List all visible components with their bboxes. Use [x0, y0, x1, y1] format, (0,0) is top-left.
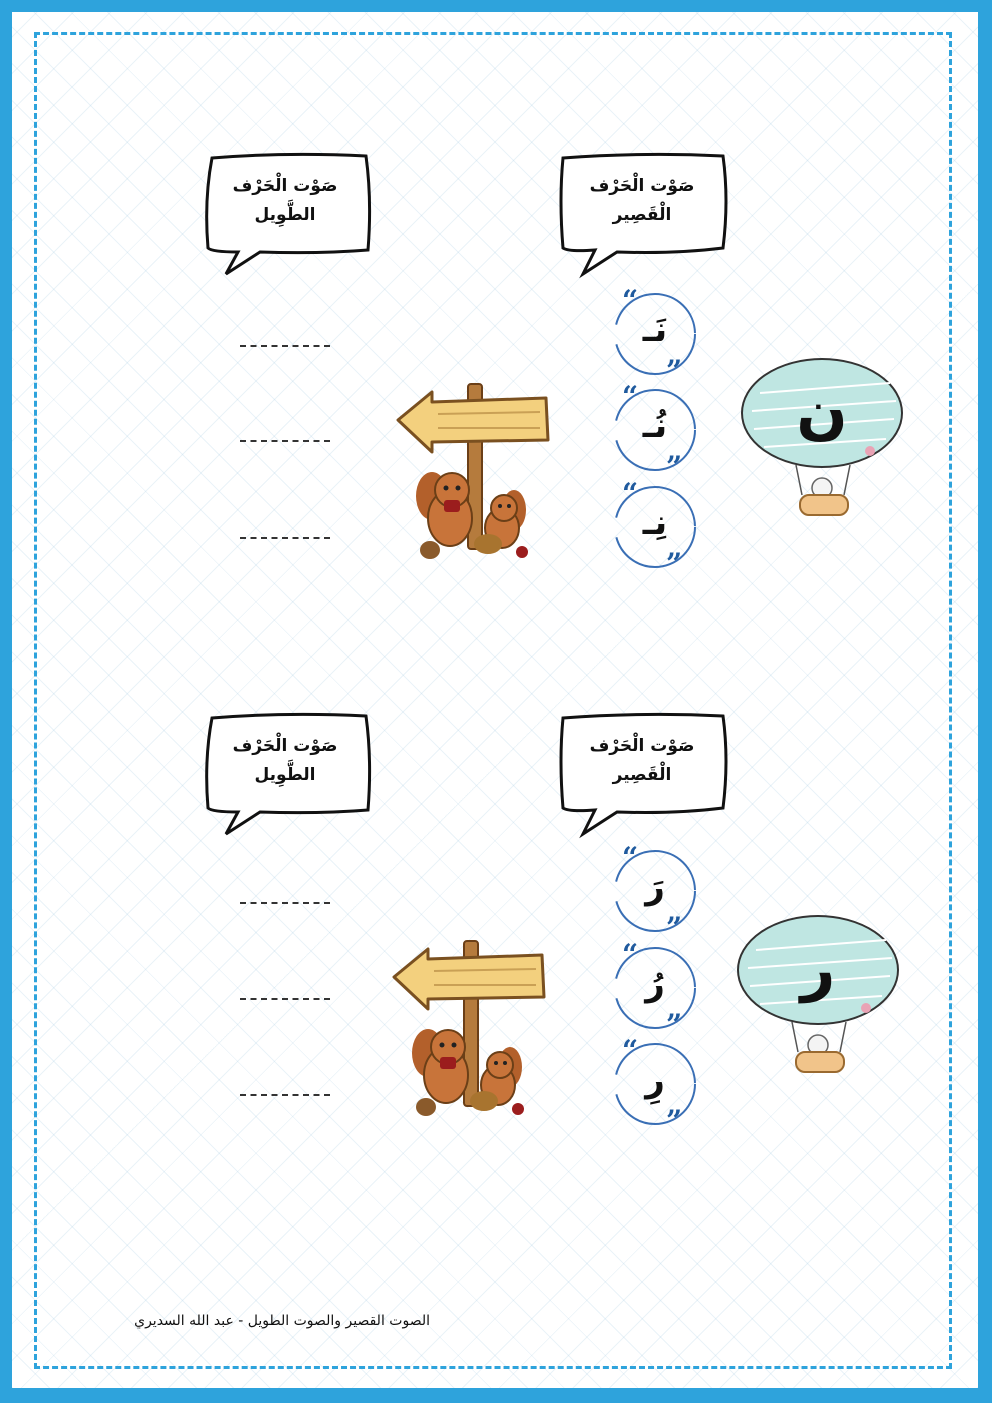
speech-bubble-short-sound	[555, 710, 730, 840]
answer-line[interactable]	[240, 902, 330, 904]
svg-text:“: “	[622, 288, 639, 317]
syllable-card	[612, 845, 698, 937]
syllable-text: نُـ	[642, 406, 668, 446]
bubble-line-1: صَوْت الْحَرْف	[589, 736, 695, 756]
bubble-line-2: الْقَصِير	[612, 205, 672, 225]
answer-line[interactable]	[240, 998, 330, 1000]
svg-text:“: “	[622, 1038, 639, 1067]
syllable-text: نَـ	[642, 310, 668, 350]
speech-bubble-long-sound	[198, 710, 373, 840]
bubble-line-2: الْقَصِير	[612, 765, 672, 785]
svg-text:“: “	[622, 481, 639, 510]
syllable-card	[612, 288, 698, 380]
footer-credit: الصوت القصير والصوت الطويل - عبد الله السديري	[134, 1313, 430, 1329]
bubble-line-1: صَوْت الْحَرْف	[589, 176, 695, 196]
syllable-text: رِ	[645, 1060, 665, 1100]
bubble-line-1: صَوْت الْحَرْف	[232, 736, 338, 756]
svg-text:”: ”	[666, 450, 683, 476]
signpost-arrow-icon	[388, 935, 558, 1125]
bubble-line-2: الطَّوِيل	[254, 765, 316, 785]
svg-text:”: ”	[666, 1008, 683, 1034]
svg-text:“: “	[622, 942, 639, 971]
svg-text:”: ”	[666, 1104, 683, 1130]
signpost-arrow-icon	[392, 378, 562, 568]
speech-bubble-long-sound	[198, 150, 373, 280]
bubble-line-2: الطَّوِيل	[254, 205, 316, 225]
svg-text:”: ”	[666, 547, 683, 573]
answer-line[interactable]	[240, 345, 330, 347]
syllable-text: رُ	[645, 964, 665, 1004]
answer-line[interactable]	[240, 440, 330, 442]
balloon-letter-card	[740, 355, 912, 525]
svg-text:“: “	[622, 845, 639, 874]
balloon-letter-card	[736, 912, 908, 1082]
syllable-text: نِـ	[642, 503, 668, 543]
section-letter-raa	[0, 560, 992, 1130]
speech-bubble-short-sound	[555, 150, 730, 280]
balloon-letter: ر	[800, 934, 836, 1004]
balloon-letter: ن	[796, 377, 848, 447]
syllable-text: رَ	[645, 867, 665, 907]
svg-text:“: “	[622, 384, 639, 413]
bubble-line-1: صَوْت الْحَرْف	[232, 176, 338, 196]
svg-text:”: ”	[666, 911, 683, 937]
svg-text:”: ”	[666, 354, 683, 380]
answer-line[interactable]	[240, 537, 330, 539]
syllable-card	[612, 1038, 698, 1130]
section-letter-noon	[0, 0, 992, 573]
syllable-card	[612, 942, 698, 1034]
answer-line[interactable]	[240, 1094, 330, 1096]
signpost-squirrels	[388, 935, 558, 1125]
signpost-squirrels	[392, 378, 562, 568]
syllable-card	[612, 384, 698, 476]
